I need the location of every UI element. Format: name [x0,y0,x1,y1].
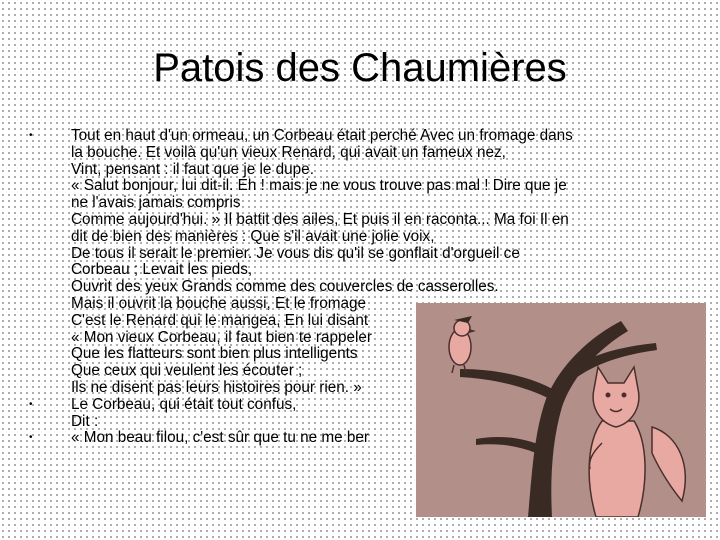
text-line: De tous il serait le premier. Je vous dis qu'il se gonflait d'orgueil ce [71,244,520,262]
text-line: Comme aujourd'hui. » Il battit des ailes, Et puis il en raconta... Ma foi Il en [71,210,569,228]
bullet-dot-icon: • [29,398,33,410]
slide-title: Patois des Chaumières [153,46,567,90]
text-line: « Salut bonjour, lui dit-il. Eh ! mais je ne vous trouve pas mal ! Dire que je [71,177,567,195]
text-line: dit de bien des manières : Que s'il avait une jolie voix, [71,227,435,245]
text-line: Mais il ouvrit la bouche aussi, Et le fromage [71,294,367,312]
crow-figure [449,316,476,373]
text-line: ne l'avais jamais compris [71,194,241,212]
text-line: Corbeau ; Levait les pieds, [71,261,253,279]
tree-branch [460,369,556,399]
text-line: Ils ne disent pas leurs histoires pour rien. » [71,378,362,396]
crow-and-fox-illustration [416,303,706,517]
text-line: « Mon vieux Corbeau, il faut bien te rappeler [71,328,373,346]
bullet-dot-icon: • [29,130,33,141]
text-line: Que ceux qui veulent les écouter ; [71,362,303,380]
bullet-dot-icon: • [29,432,33,444]
text-line: « Mon beau filou, c'est sûr que tu ne me ber [71,429,369,447]
text-line: Le Corbeau, qui était tout confus, [71,395,297,413]
text-line: Vint, pensant : il faut que je le dupe. [71,160,314,178]
tree-branch [476,437,540,453]
fox-figure [589,367,685,517]
text-line: Dit : [71,412,99,430]
text-line: Que les flatteurs sont bien plus intelligents [71,345,358,363]
text-line: la bouche. Et voilà qu'un vieux Renard, qui avait un fameux nez, [71,143,506,161]
text-line: Tout en haut d'un ormeau, un Corbeau était perché Avec un fromage dans [71,127,573,144]
text-line: C'est le Renard qui le mangea, En lui disant [71,311,369,329]
text-line: Ouvrit des yeux Grands comme des couvercles de casserolles. [71,278,499,296]
